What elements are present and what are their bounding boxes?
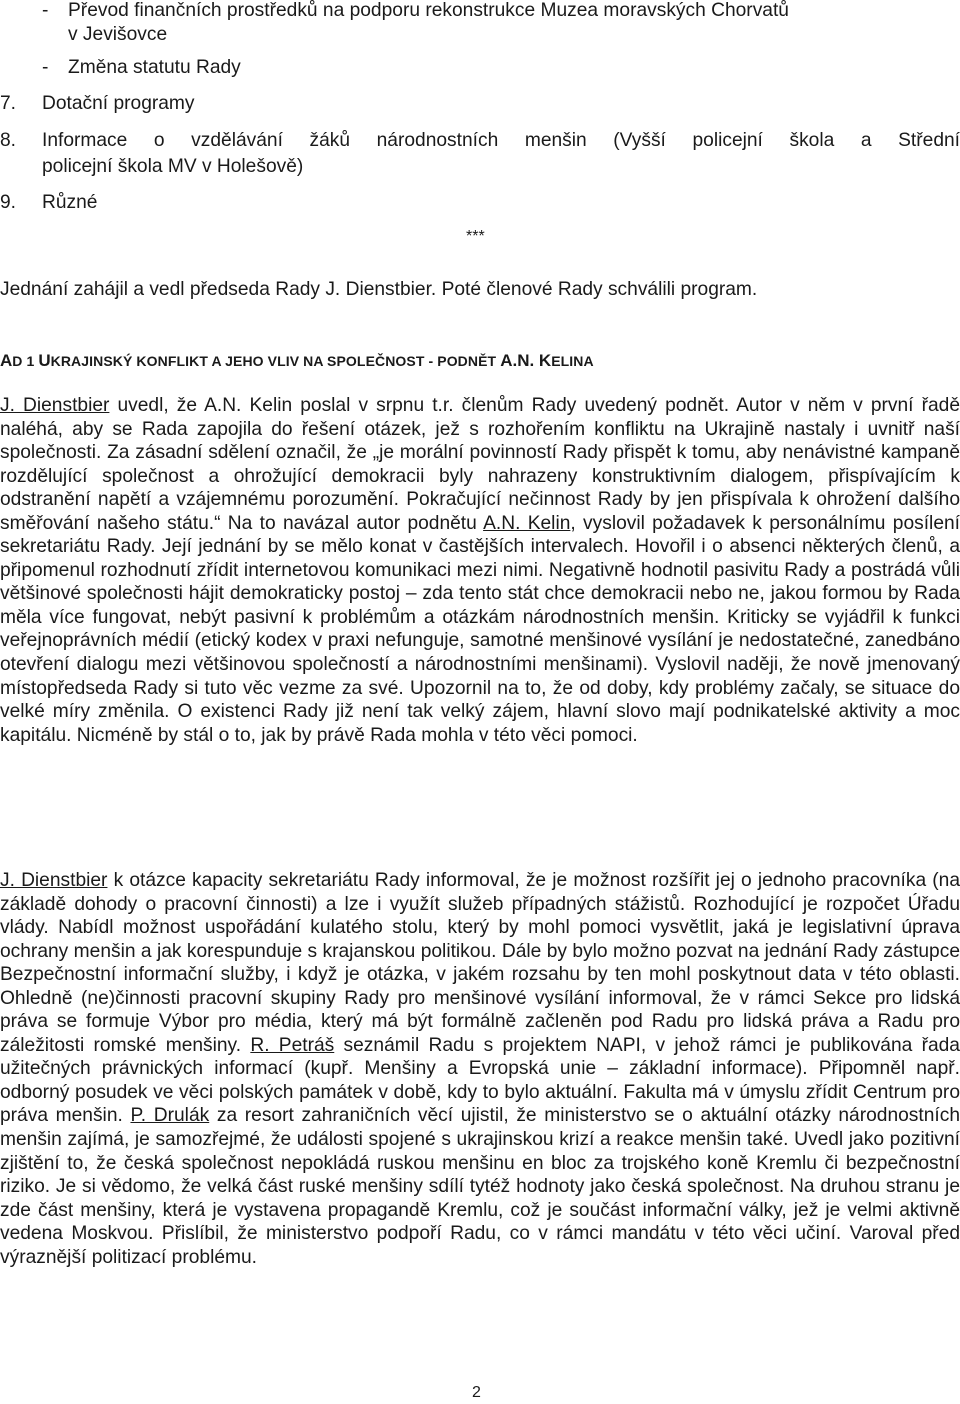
list-number: 9. <box>0 192 17 213</box>
section-separator: *** <box>466 228 485 245</box>
bullet-dash: - <box>42 0 49 21</box>
speaker-name: R. Petráš <box>250 1034 335 1056</box>
section-heading: AD 1 UKRAJINSKÝ KONFLIKT A JEHO VLIV NA SPOLEČNOST - PODNĚT A.N. KELINA <box>0 351 594 370</box>
page-number: 2 <box>472 1384 481 1401</box>
speaker-name: J. Dienstbier <box>0 395 110 416</box>
list-number: 7. <box>0 93 17 114</box>
paragraph-dienstbier <box>0 869 960 1269</box>
intro-sentence: Jednání zahájil a vedl předseda Rady J. Dienstbier. Poté členové Rady schválili program. <box>0 279 758 300</box>
list-item-8-line-2: policejní škola MV v Holešově) <box>42 156 304 177</box>
paragraph-text: , vyslovil požadavek k personálnímu posílení sekretariátu Rady. Její jednání by se mělo konat v častějších intervalech. Hovořil i o absenci některých členů, a připomenul rozhodnutí zřídit internetovou komunikaci mezi nimi. Negativně hodnotil pasivitu Rady a postrádá vůli většinové společnosti hájit demokraticky postoj – zda tento stát chce demokracii nebo ne, jakou formou by Rada měla více fungovat, nebýt pasivní k problémům a otázkám národnostních menšin. Kriticky se vyjádřil k funkci veřejnoprávních médií (etický kodex v praxi nefunguje, samotné menšinové vysílání je nedostatečné, zanedbáno otevření dialogu mezi většinovou společností a národnostními menšinami). Vyslovil naději, že nově jmenovaný místopředseda Rady si tuto věc vezme za své. Upozornil na to, že od doby, kdy problémy začaly, se situace do velké míry změnila. O existenci Rady již není tak velký zájem, hlavní slovo mají podnikatelské aktivity a moc kapitálu. Nicméně by stál o to, jak by právě Rada mohla v této věci pomoci. <box>0 512 960 746</box>
speaker-name: A.N. Kelin <box>483 512 571 534</box>
paragraph-text: seznámil Radu s projektem NAPI, v jehož rámci je publikována řada užitečných právnických informací (kupř. Menšiny a Evropská unie – základní informace). Připomněl např. odborný posudek ve věci polských památek v době, kdy to bylo aktuální. Fakulta má v úmyslu zřídit Centrum pro práva menšin. <box>0 1034 960 1127</box>
list-item-8-line-1: Informace o vzdělávání žáků národnostních menšin (Vyšší policejní škola a Střední <box>42 130 960 151</box>
paragraph-kelin <box>0 394 960 747</box>
list-item-bullet-2: Změna statutu Rady <box>68 57 241 78</box>
paragraph-text: za resort zahraničních věcí ujistil, že ministerstvo se o aktuální otázky národnostních menšin zajímá, je samozřejmé, že události spojené s ukrajinskou krizí a reakce menšin také. Uvedl jako pozitivní zjištění to, že česká společnost nepokládá ruskou menšinu en bloc za trojského koně Kremlu či bezpečnostní riziko. Je si vědomo, že velká část ruské menšiny sdílí tytéž hodnoty jako česká společnost. Na druhou stranu je zde část menšiny, která je vystavena propagandě Kremlu, což je součást informační války, jež je velmi aktivně vedena Moskvou. Přislíbil, že ministerstvo podpoří Radu, co v rámci mandátu v této věci učiní. Varoval před výraznější politizací problému. <box>0 1105 960 1268</box>
speaker-name: P. Drulák <box>130 1105 210 1127</box>
paragraph-text: k otázce kapacity sekretariátu Rady informoval, že je možnost rozšířit jej o jednoho pracovníka (na základě dohody o pracovní činnosti) a lze i využít služeb případných stážistů. Rozhodující je rozpočet Úřadu vlády. Nabídl možnost uspořádání kulatého stolu, který by mohl pomoci vysvětlit, jaká je legislativní úprava ochrany menšin a jak korespunduje s krajanskou politikou. Dále by bylo možno pozvat na jednání Rady zástupce Bezpečnostní informační služby, i když je otázka, v jakém rozsahu by ten mohl poskytnout data v této oblasti. Ohledně (ne)činnosti pracovní skupiny Rady pro menšinové vysílání informoval, že v rámci Sekce pro lidská práva se formuje Výbor pro média, který má být formálně začleněn pod Radu pro lidská práva a Radu pro záležitosti romské menšiny. <box>0 870 960 1056</box>
speaker-name: J. Dienstbier <box>0 870 108 891</box>
list-number: 8. <box>0 130 17 151</box>
list-item-7: Dotační programy <box>42 93 195 114</box>
list-item-9: Různé <box>42 192 98 213</box>
bullet-dash: - <box>42 57 49 78</box>
list-item-bullet-1-line-2: v Jevišovce <box>68 24 168 45</box>
list-item-bullet-1-line-1: Převod finančních prostředků na podporu rekonstrukce Muzea moravských Chorvatů <box>68 0 789 21</box>
paragraph-text: uvedl, že A.N. Kelin poslal v srpnu t.r. členům Rady uvedený podnět. Autor v něm v první řadě naléhá, aby se Rada zapojila do řešení otázek, jež s rozhořením konfliktu na Ukrajině nastaly i uvnitř naší společnosti. Za zásadní sdělení označil, že „je morální povinností Rady přispět k tomu, aby nenávistné kampaně rozdělující společnost a ohrožující demokracii byly nahrazeny konstruktivním dialogem, přispívajícím k odstranění napětí a vzájemnému porozumění. Pokračující nečinnost Rady by jen přispívala k ohrožení dalšího směřování našeho státu.“ Na to navázal autor podnětu <box>0 395 960 534</box>
